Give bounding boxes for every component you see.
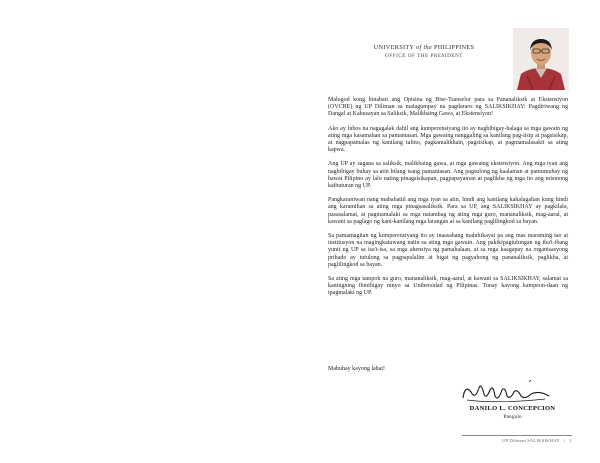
president-portrait: [513, 28, 569, 90]
paragraph-5: Sa pamamagitan ng kumperensiyang ito ay inaasahang mahihikayat pa ang mas maraming tao at institusyon na magingkatuwang natin sa ating mga gawain. Ang pakikipagtulungan ng iba't-ibang yunit ng UP sa isa't-isa, sa mga ahensiya ng pamahalaan, at sa mga kaagapay na organisasyong pribado ay tutulong sa pagpapalalim at bigat ng pagyabong ng pananaliksik, paglikha, at paglilingkod sa bayan.: [328, 233, 568, 268]
message-page: [300, 0, 600, 463]
footer-separator: |: [564, 438, 566, 443]
signature-block: [455, 378, 570, 424]
page-footer: [462, 435, 572, 443]
office-name: OFFICE OF THE PRESIDENT: [385, 53, 463, 59]
signer-name: DANILO L. CONCEPCION: [469, 405, 556, 412]
portrait-illustration: [513, 28, 569, 90]
paragraph-4: Pangkaraniwan nang mababatid ang mga iyan sa atin, hindi ang kanilang kahalagahan kung hindi ang karamihan sa ating mga pinagsasaliksik. Para sa UP, ang SALIKSIKHAY ay pagkilala, pasasalamat, at pagmamalaki sa mga naiambag ng ating mga guro, mananaliksik, mag-aaral, at kawani sa paglago ng kani-kanilang mga larangan at sa kanilang paglilingkod sa bayan.: [328, 197, 568, 225]
message-body: [328, 97, 568, 305]
signature-scribble: [457, 378, 557, 408]
paragraph-1: Malugod kong binabati ang Opisina ng Bise-Tsanselor para sa Pananaliksik at Ekstensiyon (OVCRE) ng UP Diliman sa matagumpay na pagdaraos ng SALIKSIKHAY: Pagdiriwang ng Dangal at Kahusayan sa Saliksik, Malikhaing Gawa, at Ekstensiyon!: [328, 97, 568, 118]
letterhead: [324, 44, 524, 60]
university-prefix: UNIVERSITY: [373, 44, 415, 51]
page-number: 1: [569, 438, 572, 443]
closing-line: Mabuhay kayong lahat!: [328, 366, 385, 372]
university-of: of the: [416, 44, 433, 51]
paragraph-3: Ang UP ay sagana sa saliksik, malikhaing gawa, at mga gawaing ekstensiyon. Ang mga iyan ang nagbibigay buhay sa atin bilang isang pamantasan. Ang pagsulong ng kaalaman at pamumuhay ng bawat Pilipino ay lalo nating pinagsisikapan, pagpapayaman at paglikha ng mga ito ang mismong kaibuturan ng UP.: [328, 161, 568, 190]
signer-title: Pangulo: [503, 414, 522, 420]
footer-text: UP Diliman SALIKSIKHAY: [501, 438, 560, 443]
paragraph-6: Sa ating mga tampok na guro, mananaliksik, mag-aaral, at kawani sa SALIKSIKHAY, salamat sa kaningning ibinibigay ninyo sa Unibersidad ng Pilipinas. Tunay kayong kampeon-daan ng ipagmalaki ng UP.: [328, 276, 568, 297]
university-suffix: PHILIPPINES: [433, 44, 475, 51]
paragraph-2: Ako ay lubos na nagagalak dahil ang kumperensiyang ito ay nagbibigay-halaga sa mga gawain ng ating mga kasamahan sa pamantasan. Mga gawaing nanggaling sa kanilang pag-iisip at pagsisikap, at nagpapamalas ng kanilang talino, pagkamalikhain, pagsisikap, at pagmamalasakit sa ating kapwa.: [328, 125, 568, 154]
university-name: [324, 44, 524, 52]
